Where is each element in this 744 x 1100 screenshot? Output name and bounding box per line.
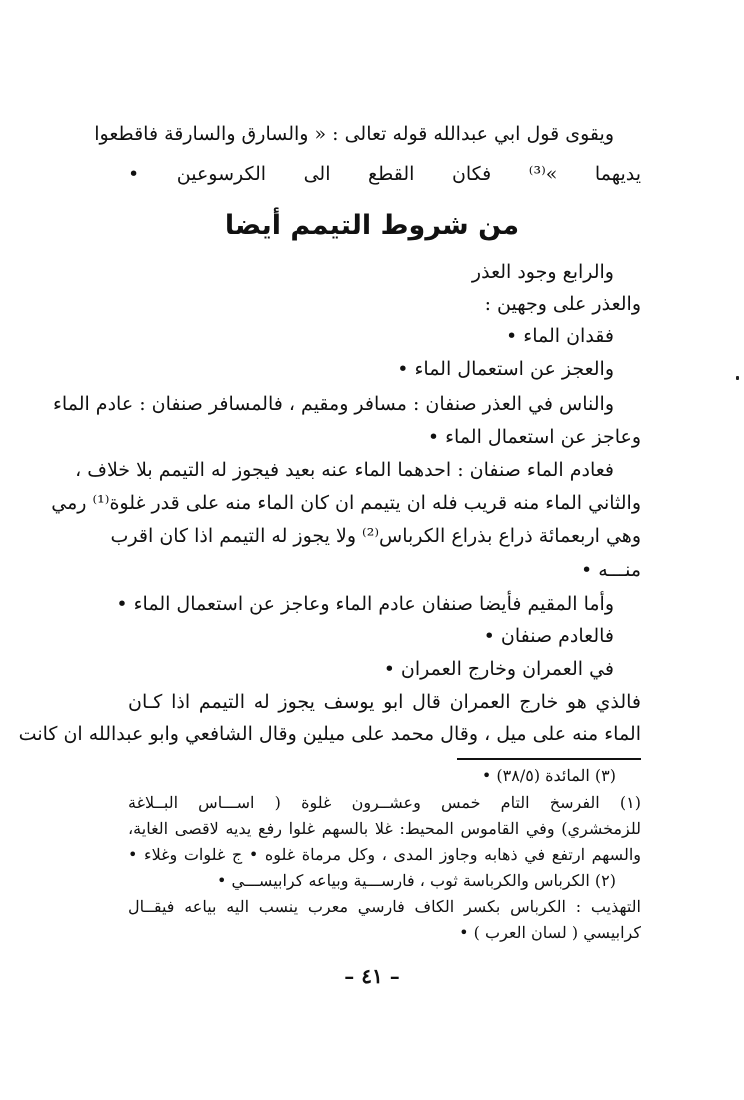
body-line: والرابع وجود العذر: [471, 261, 614, 283]
body-line: الماء منه على ميل ، وقال محمد على ميلين وقال الشافعي وابو عبدالله ان كانت: [18, 723, 641, 745]
footnote-line: (٢) الكرباس والكرباسة ثوب ، فارســـية وبياعه كرابيســـي •: [217, 871, 616, 890]
footnote-line: والسهم ارتفع في ذهابه وجاوز المدى ، وكل مرماة غلوه • ج غلوات وغلاء •: [128, 845, 641, 864]
footnote-line: التهذيب : الكرباس بكسر الكاف فارسي معرب ينسب اليه بياعه فيقــال: [128, 897, 642, 916]
body-line: وعاجز عن استعمال الماء •: [427, 426, 641, 448]
body-line: في العمران وخارج العمران •: [383, 658, 614, 680]
body-line: منـــه •: [580, 559, 641, 581]
scan-speck: [736, 376, 739, 380]
body-line: فعادم الماء صنفان : احدهما الماء عنه بعيد فيجوز له التيمم بلا خلاف ،: [75, 459, 614, 481]
section-heading: من شروط التيمم أيضا: [224, 210, 520, 241]
body-line: فالذي هو خارج العمران قال ابو يوسف يجوز له التيمم اذا كـان: [128, 691, 641, 713]
body-line: والعذر على وجهين :: [484, 293, 641, 315]
footnote-line: للزمخشري) وفي القاموس المحيط: غلا بالسهم غلوا رفع يديه لاقصى الغاية،: [128, 819, 641, 838]
intro-line-2: يديهما »⁽³⁾ فكان القطع الى الكرسوعين •: [128, 163, 641, 185]
body-line: والثاني الماء منه قريب فله ان يتيمم ان كان الماء منه على قدر غلوة⁽¹⁾ رمي: [51, 492, 641, 514]
intro-line-1: ويقوى قول ابي عبدالله قوله تعالى : « والسارق والسارقة فاقطعوا: [94, 123, 614, 145]
body-line: والعجز عن استعمال الماء •: [397, 358, 614, 380]
body-line: فقدان الماء •: [506, 325, 614, 347]
body-line: وهي اربعمائة ذراع بذراع الكرباس⁽²⁾ ولا يجوز له التيمم اذا كان اقرب: [110, 525, 641, 547]
page-number: – ٤١ –: [344, 964, 400, 988]
footnote-line: (٣) المائدة (٣٨/٥) •: [481, 766, 616, 785]
body-line: والناس في العذر صنفان : مسافر ومقيم ، فالمسافر صنفان : عادم الماء: [52, 393, 614, 415]
body-line: وأما المقيم فأيضا صنفان عادم الماء وعاجز عن استعمال الماء •: [116, 593, 614, 615]
footnote-line: (١) الفرسخ التام خمس وعشــرون غلوة ( اســـاس البــلاغة: [128, 793, 641, 812]
footnote-line: كرابيسي ( لسان العرب ) •: [459, 923, 641, 942]
body-line: فالعادم صنفان •: [483, 625, 614, 647]
footnote-separator: [457, 758, 641, 760]
